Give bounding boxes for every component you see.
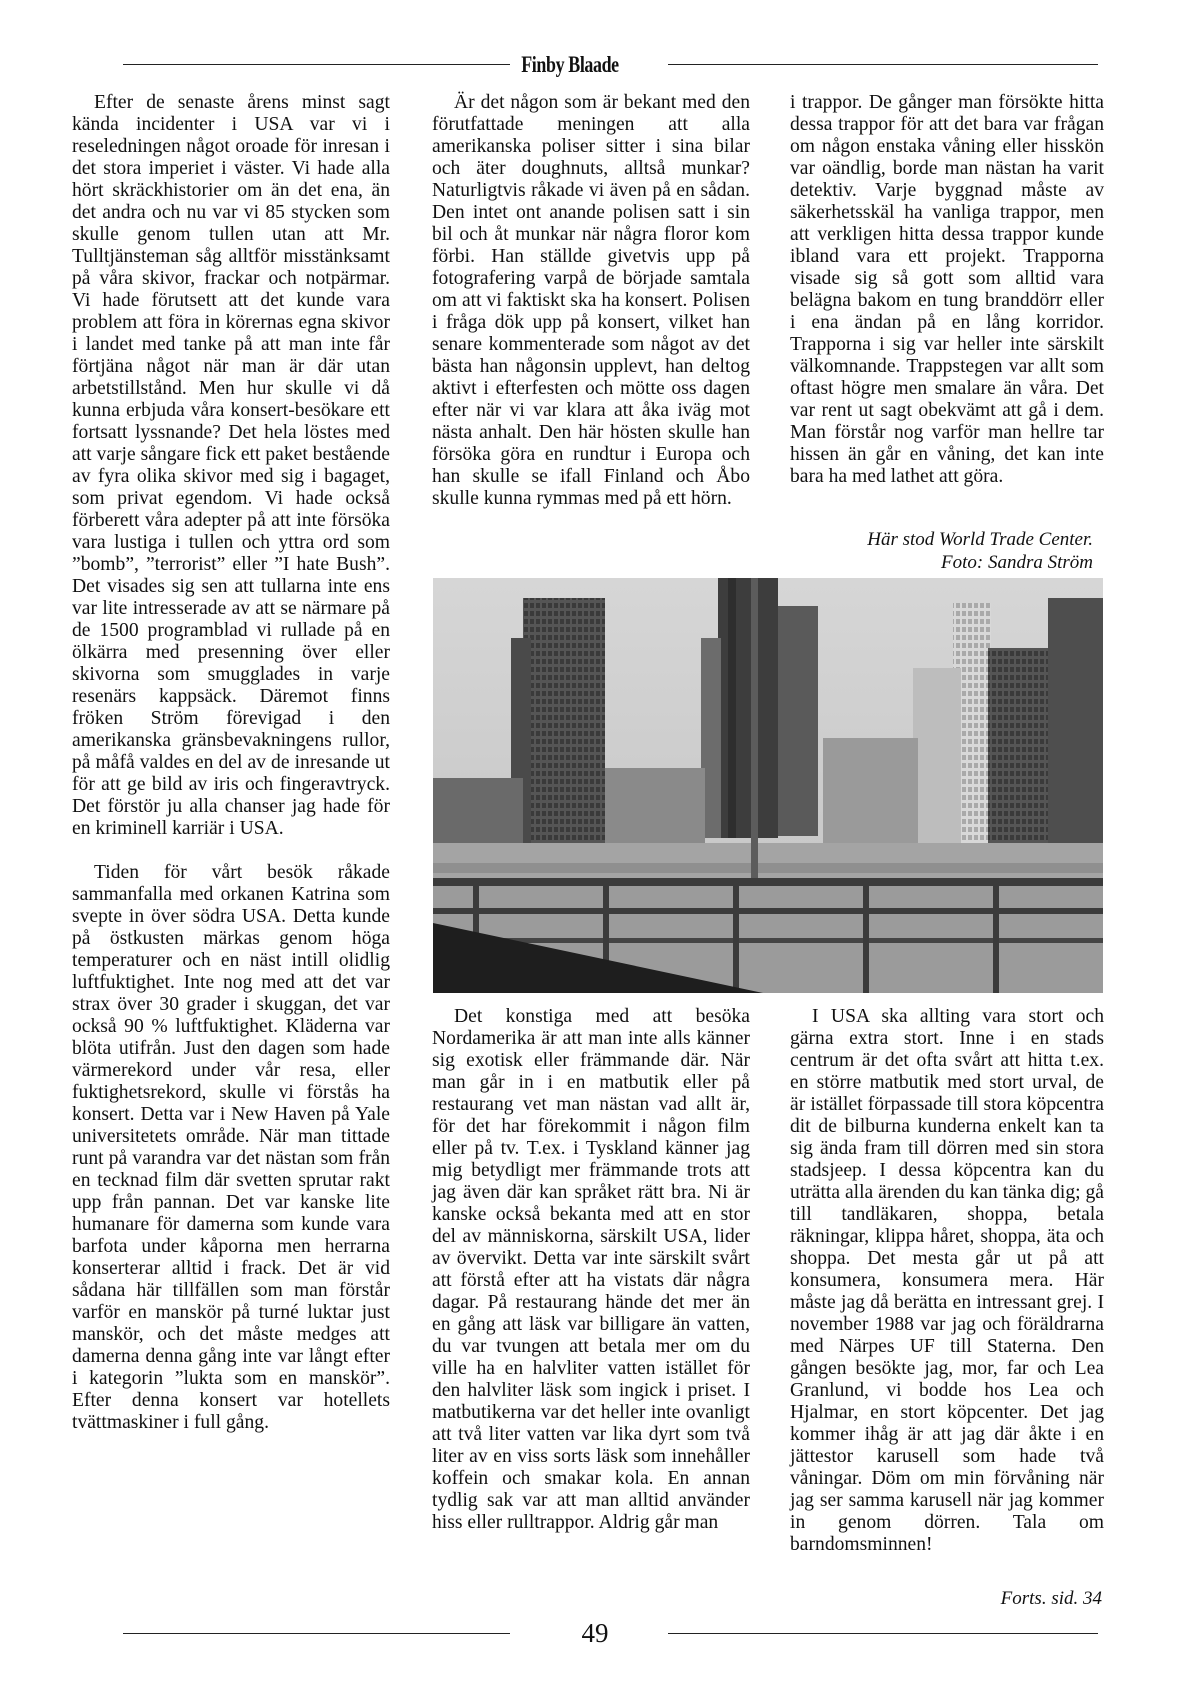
header-rule-right [668, 64, 1098, 65]
continued-note: Forts. sid. 34 [1000, 1588, 1102, 1609]
masthead: Finby Blaade [521, 52, 619, 77]
world-trade-center-photo [433, 578, 1103, 993]
caption-line-1: Här stod World Trade Center. [867, 529, 1093, 550]
column-2-lower-paragraph-1: Det konstiga med att besöka Nordamerika är att man inte alls känner sig exotisk eller främmande där. När man går in i en matbutik eller på restaurang vet man nästan vad allt är, för det har förekommit i någon film eller på tv. T.ex. i Tyskland känner jag mig betydligt mer främmande trots att jag även där kan språket rätt bra. Ni är kanske också bekanta med att en stor del av människorna, särskilt USA, lider av övervikt. Detta var inte särskilt svårt att förstå efter att ha vistats där några dagar. På restaurang hände det mer än en gång att läsk var billigare än vatten, du var tvungen att betala mer om du ville ha en halvliter vatten istället för den halvliter läsk som ingick i priset. I matbutikerna var det heller inte ovanligt att två liter vatten var lika dyrt som två liter av en viss sorts läsk som innehåller koffein och smakar kola. En annan tydlig sak var att man alltid använder hiss eller rulltrappor. Aldrig går man [432, 1006, 750, 1533]
footer-rule-left [123, 1633, 510, 1634]
column-2-lower [432, 1006, 750, 1534]
photo-caption [790, 528, 1093, 574]
column-1 [72, 92, 390, 1434]
header-rule-left [123, 64, 510, 65]
page-number: 49 [581, 1618, 609, 1648]
column-1-paragraph-1: Efter de senaste årens minst sagt kända incidenter i USA var vi i reseledningen något oroade för inresan i det stora imperiet i väster. Vi hade alla hört skräckhistorier om än det ena, än det andra och nu var vi 85 stycken som skulle genom tullen utan att Mr. Tulltjänsteman såg alltför misstänksamt på våra skivor, frackar och notpärmar. Vi hade förutsett att det kunde vara problem att föra in körernas egna skivor i landet med tanke på att man inte får förtjäna något när man är där utan arbetstillstånd. Men hur skulle vi då kunna erbjuda våra konsert-besökare ett fortsatt lyssnande? Det hela löstes med att varje sångare fick ett paket bestående av fyra olika skivor med sig i bagaget, som privat egendom. Vi hade också förberett våra adepter på att inte försöka vara lustiga i tullen och yttra ord som ”bomb”, ”terrorist” eller ”I hate Bush”. Det visades sig sen att tullarna inte ens var lite intresserade av att se närmare på de 1500 programblad vi rullade på en ölkärra med presenning över eller skivorna som smugglades in varje resenärs kappsäck. Däremot finns fröken Ström förevigad i den amerikanska gränsbevakningens rullor, på måfå valdes en del av de inresande ut för att ge bild av iris och fingeravtryck. Det förstör ju alla chanser jag hade för en kriminell karriär i USA. [72, 92, 390, 839]
skyline-illustration [433, 578, 1103, 993]
footer-rule-right [668, 1633, 1098, 1634]
column-2-paragraph-1: Är det någon som är bekant med den förutfattade meningen att alla amerikanska poliser sitter i sina bilar och äter doughnuts, alltså munkar? Naturligtvis råkade vi även på en sådan. Den intet ont anande polisen satt i sin bil och åt munkar när några floror kom förbi. Han ställde givetvis upp på fotografering varpå de började samtala om att vi faktiskt ska ha konsert. Polisen i fråga dök upp på konsert, vilket han senare kommenterade som något av det bästa han någonsin upplevt, han deltog aktivt i efterfesten och mötte oss dagen efter när vi var klara att åka iväg mot nästa anhalt. Den här hösten skulle han försöka göra en rundtur i Europa och han skulle se ifall Finland och Åbo skulle kunna rymmas med på ett hörn. [432, 92, 750, 509]
column-3-lower [790, 1006, 1104, 1556]
caption-line-2: Foto: Sandra Ström [941, 552, 1093, 573]
column-1-paragraph-2: Tiden för vårt besök råkade sammanfalla med orkanen Katrina som svepte in över södra USA. Detta kunde på östkusten märkas genom höga temperaturer och en näst intill olidlig luftfuktighet. Inte nog med att det var strax över 30 grader i skuggan, det var också 90 % luftfuktighet. Kläderna var blöta utifrån. Just den dagen som hade värmerekord under vår resa, eller fuktighetsrekord, skulle vi förstås ha konsert. Detta var i New Haven på Yale universitetets område. När man tittade runt på varandra var det nästan som från en tecknad film där svetten sprutar rakt upp från pannan. Det var kanske lite humanare för damerna som kunde vara barfota under kåporna men herrarna konserterar alltid i frack. Det är vid sådana här tillfällen som man förstår varför en manskör på turné luktar just manskör, och det måste medges att damerna denna gång inte var långt efter i kategorin ”lukta som en manskör”. Efter denna konsert var hotellets tvättmaskiner i full gång. [72, 862, 390, 1433]
column-3-lower-paragraph-1: I USA ska allting vara stort och gärna extra stort. Inne i en stads centrum är det ofta svårt att hitta t.ex. en större matbutik med stort urval, de är istället förpassade till stora köpcentra dit de bilburna kunderna enkelt kan ta sig ända fram till dörren med sin stora stadsjeep. I dessa köpcentra kan du uträtta alla ärenden du kan tänka dig; gå till tandläkaren, shoppa, betala räkningar, klippa håret, shoppa, äta och shoppa. Det mesta går ut på att konsumera, konsumera mera. Här måste jag då berätta en intressant grej. I november 1988 var jag och föräldrarna med Närpes UF till Staterna. Den gången besökte jag, mor, far och Lea Granlund, vi bodde hos Lea och Hjalmar, en stort köpcenter. Det jag kommer ihåg är att jag där åkte i en jättestor karusell som hade två våningar. Döm om min förvåning när jag ser samma karusell när jag kommer in genom dörren. Tala om barndomsminnen! [790, 1006, 1104, 1555]
column-2-upper [432, 92, 750, 510]
column-3-upper [790, 92, 1104, 488]
column-3-paragraph-1: i trappor. De gånger man försökte hitta dessa trappor för att det bara var frågan om någon enstaka våning eller hisskön var oändlig, borde man nästan ha varit detektiv. Varje byggnad måste av säkerhetsskäl ha vanliga trappor, men att verkligen hitta dessa trappor kunde ibland vara ett projekt. Trapporna visade sig så gott som alltid vara belägna bakom en tung branddörr eller i ena ändan på en lång korridor. Trapporna i sig var heller inte särskilt välkomnande. Trappstegen var allt som oftast högre men smalare än våra. Det var rent ut sagt obekvämt att gå i dem. Man förstår nog varför man hellre tar hissen än går en våning, det kan inte bara ha med lathet att göra. [790, 92, 1104, 487]
